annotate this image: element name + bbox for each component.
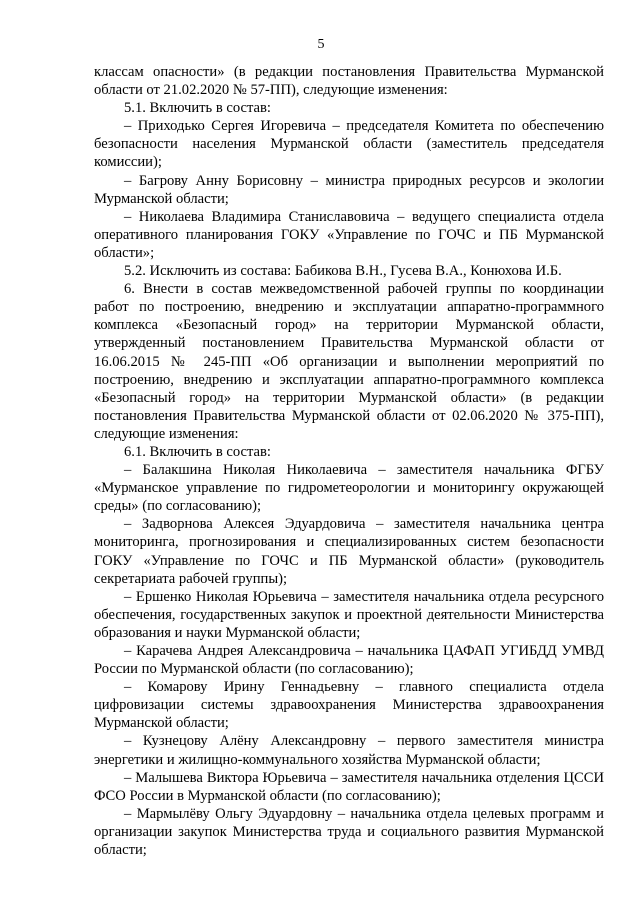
paragraph-6: 6. Внести в состав межведомственной рабочей группы по координации работ по построению, внедрению и эксплуатации аппаратно-программного комплекса «Безопасный город» на территории Мурманской области, утвержденный постановлением Правительства Мурманской области от 16.06.2015 № 245-ПП «Об организации и выполнении мероприятий по построению, внедрению и эксплуатации аппаратно-программного комплекса «Безопасный город» на территории Мурманской области» (в редакции постановления Правительства Мурманской области от 02.06.2020 № 375-ПП), следующие изменения: [94, 281, 604, 442]
paragraph-5-2: 5.2. Исключить из состава: Бабикова В.Н., Гусева В.А., Конюхова И.Б. [124, 263, 562, 280]
paragraph-item: – Кузнецову Алёну Александровну – первого заместителя министра энергетики и жилищно-коммунального хозяйства Мурманской области; [94, 733, 604, 768]
paragraph-item: – Николаева Владимира Станиславовича – ведущего специалиста отдела оперативного планирования ГОКУ «Управление по ГОЧС и ПБ Мурманской области»; [94, 208, 604, 261]
paragraph-item: – Ершенко Николая Юрьевича – заместителя начальника отдела ресурсного обеспечения, государственных закупок и проектной деятельности Министерства образования и науки Мурманской области; [94, 588, 604, 641]
paragraph-item: – Мармылёву Ольгу Эдуардовну – начальника отдела целевых программ и организации закупок Министерства труда и социального развития Мурманской области; [94, 805, 604, 859]
document-body [94, 63, 604, 859]
paragraph-6-1: 6.1. Включить в состав: [124, 443, 271, 460]
paragraph-item: – Балакшина Николая Николаевича – заместителя начальника ФГБУ «Мурманское управление по гидрометеорологии и мониторингу окружающей среды» (по согласованию); [94, 462, 604, 515]
paragraph-item: – Малышева Виктора Юрьевича – заместителя начальника отделения ЦССИ ФСО России в Мурманской области (по согласованию); [94, 769, 604, 804]
page-number: 5 [317, 37, 325, 52]
paragraph-item: – Багрову Анну Борисовну – министра природных ресурсов и экологии Мурманской области; [94, 172, 604, 207]
paragraph-5-1: 5.1. Включить в состав: [124, 100, 271, 117]
paragraph-item: – Задворнова Алексея Эдуардовича – заместителя начальника центра мониторинга, прогнозирования и специализированных систем безопасности ГОКУ «Управление по ГОЧС и ПБ Мурманской области» (руководитель секретариата рабочей группы); [94, 516, 604, 587]
paragraph-item: – Приходько Сергея Игоревича – председателя Комитета по обеспечению безопасности населения Мурманской области (заместитель председателя комиссии); [94, 118, 604, 171]
paragraph-item: – Комарову Ирину Геннадьевну – главного специалиста отдела цифровизации системы здравоохранения Министерства здравоохранения Мурманской области; [94, 679, 604, 732]
paragraph-item: – Карачева Андрея Александровича – начальника ЦАФАП УГИБДД УМВД России по Мурманской области (по согласованию); [94, 643, 604, 678]
paragraph-continuation: классам опасности» (в редакции постановления Правительства Мурманской области от 21.02.2020 № 57-ПП), следующие изменения: [94, 64, 604, 99]
